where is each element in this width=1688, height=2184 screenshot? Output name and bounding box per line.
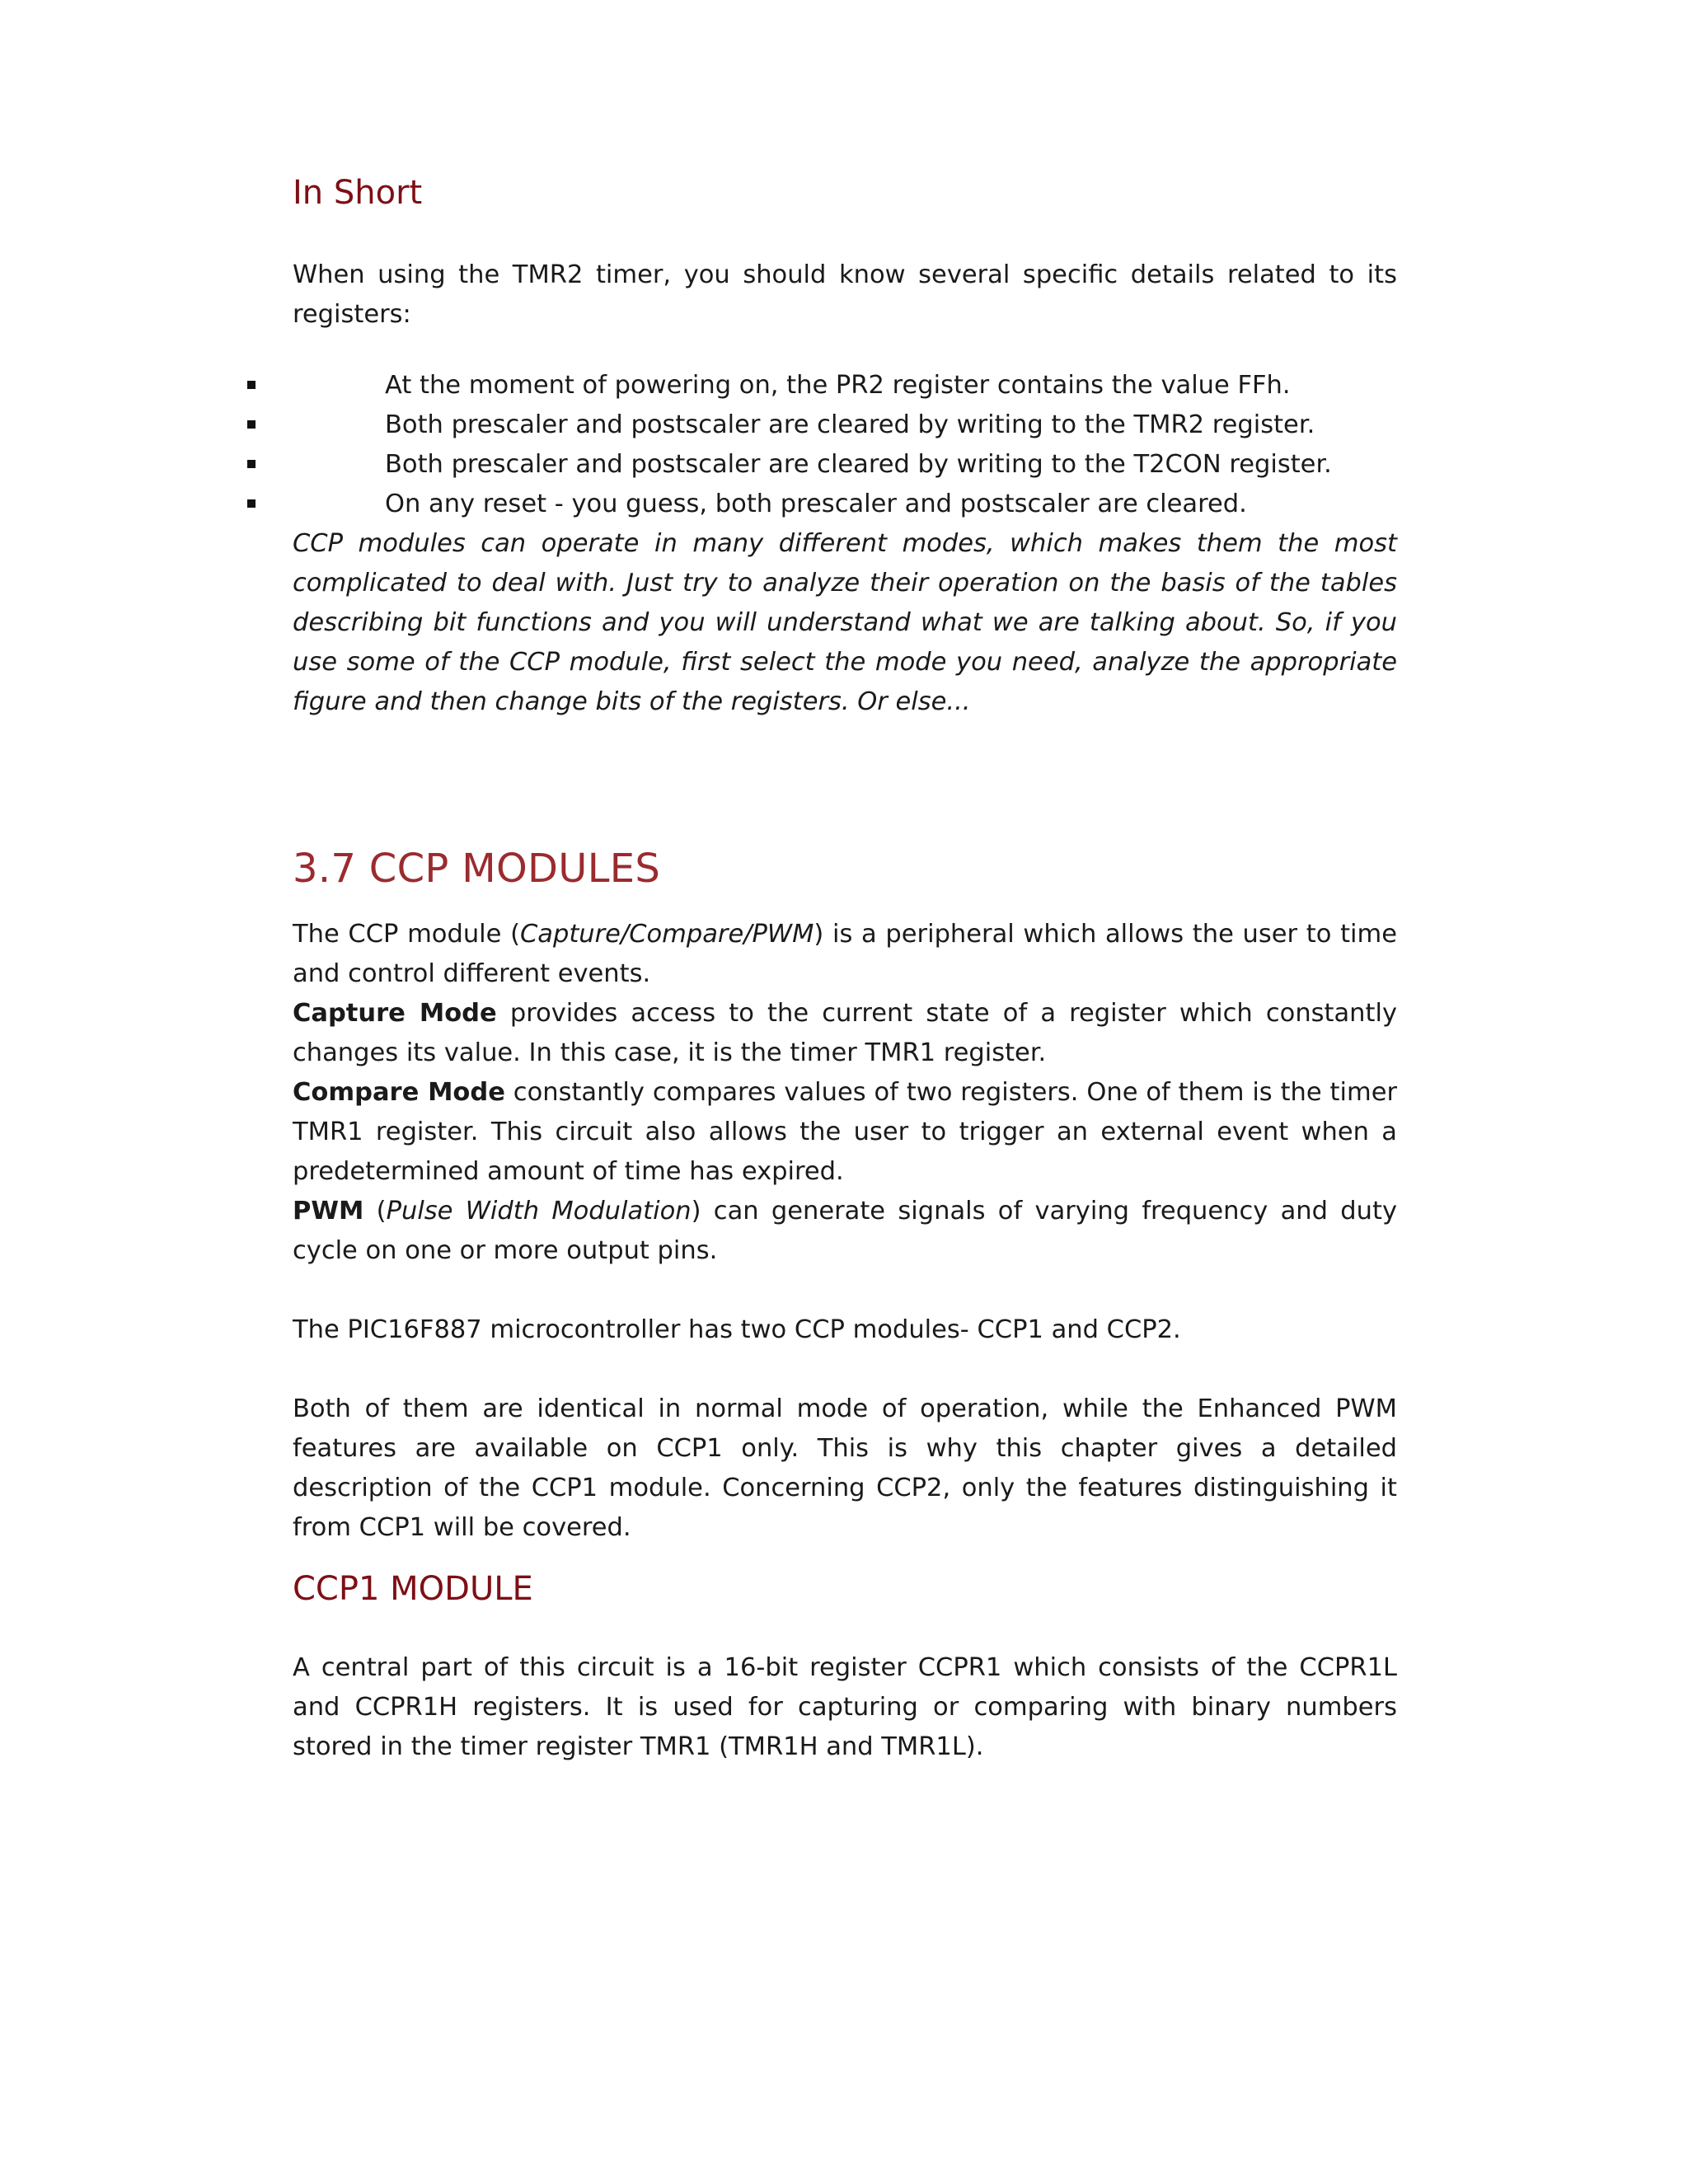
list-item-text: At the moment of powering on, the PR2 register contains the value FFh.	[385, 371, 1291, 400]
pwm-text: ) can generate signals of varying frequency and duty cycle on one or more output pins.	[293, 1196, 1397, 1265]
ccp-intro-text-start: The CCP module (	[293, 919, 520, 949]
list-item	[293, 405, 1397, 445]
capture-mode-paragraph	[293, 994, 1397, 1073]
in-short-intro: When using the TMR2 timer, you should know several specific details related to its registers:	[293, 260, 1397, 329]
pwm-paragraph	[293, 1192, 1397, 1271]
list-item-text: On any reset - you guess, both prescaler and postscaler are cleared.	[385, 490, 1247, 518]
pwm-open-paren: (	[363, 1196, 387, 1226]
section-heading-ccp-modules: 3.7 CCP MODULES	[293, 846, 661, 892]
square-bullet-icon	[247, 381, 256, 389]
capture-mode-label: Capture Mode	[293, 998, 497, 1028]
pwm-label: PWM	[293, 1196, 364, 1226]
capture-mode-text: provides access to the current state of a register which constantly changes its value. In this case, it is the timer TMR1 register.	[293, 998, 1397, 1067]
section-spacer	[293, 1548, 1397, 1569]
section-spacer	[293, 722, 1397, 846]
list-item	[293, 485, 1397, 524]
in-short-heading: In Short	[293, 174, 423, 212]
square-bullet-icon	[247, 499, 256, 508]
document-page	[293, 173, 1397, 1767]
square-bullet-icon	[247, 460, 256, 468]
ccp-intro-paragraph	[293, 915, 1397, 994]
ccp1-description-paragraph: A central part of this circuit is a 16-bit register CCPR1 which consists of the CCPR1L and CCPR1H registers. It is used for capturing or comparing with binary numbers stored in the timer register TMR1 (TMR1H and TMR1L).	[293, 1652, 1397, 1761]
two-modules-paragraph: The PIC16F887 microcontroller has two CCP modules- CCP1 and CCP2.	[293, 1315, 1181, 1344]
list-item-text: Both prescaler and postscaler are cleared by writing to the TMR2 register.	[385, 410, 1315, 439]
ccp-acronym-expansion: Capture/Compare/PWM	[520, 919, 814, 949]
list-item	[293, 366, 1397, 405]
section-heading-ccp1-module: CCP1 MODULE	[293, 1569, 533, 1608]
ccp-note-paragraph: CCP modules can operate in many different modes, which makes them the most complicated to deal with. Just try to analyze their operation on the basis of the tables describing bit functions and you will understand what we are talking about. So, if you use some of the CCP module, first select the mode you need, analyze the appropriate figure and then change bits of the registers. Or else...	[293, 529, 1397, 716]
paragraph-spacer	[293, 1350, 1397, 1390]
identical-modules-paragraph: Both of them are identical in normal mode of operation, while the Enhanced PWM features are available on CCP1 only. This is why this chapter gives a detailed description of the CCP1 module. Concerning CCP2, only the features distinguishing it from CCP1 will be covered.	[293, 1394, 1397, 1542]
ccp-intro-text-end: ) is a peripheral which allows the user to time and control different events.	[293, 919, 1397, 988]
tmr2-details-list	[293, 366, 1397, 524]
paragraph-spacer	[293, 1271, 1397, 1310]
compare-mode-text: constantly compares values of two registers. One of them is the timer TMR1 register. This circuit also allows the user to trigger an external event when a predetermined amount of time has expired.	[293, 1077, 1397, 1186]
list-item-text: Both prescaler and postscaler are cleared by writing to the T2CON register.	[385, 450, 1332, 479]
compare-mode-paragraph	[293, 1073, 1397, 1192]
pwm-expansion: Pulse Width Modulation	[386, 1196, 692, 1226]
list-item	[293, 445, 1397, 485]
compare-mode-label: Compare Mode	[293, 1077, 505, 1107]
square-bullet-icon	[247, 420, 256, 429]
